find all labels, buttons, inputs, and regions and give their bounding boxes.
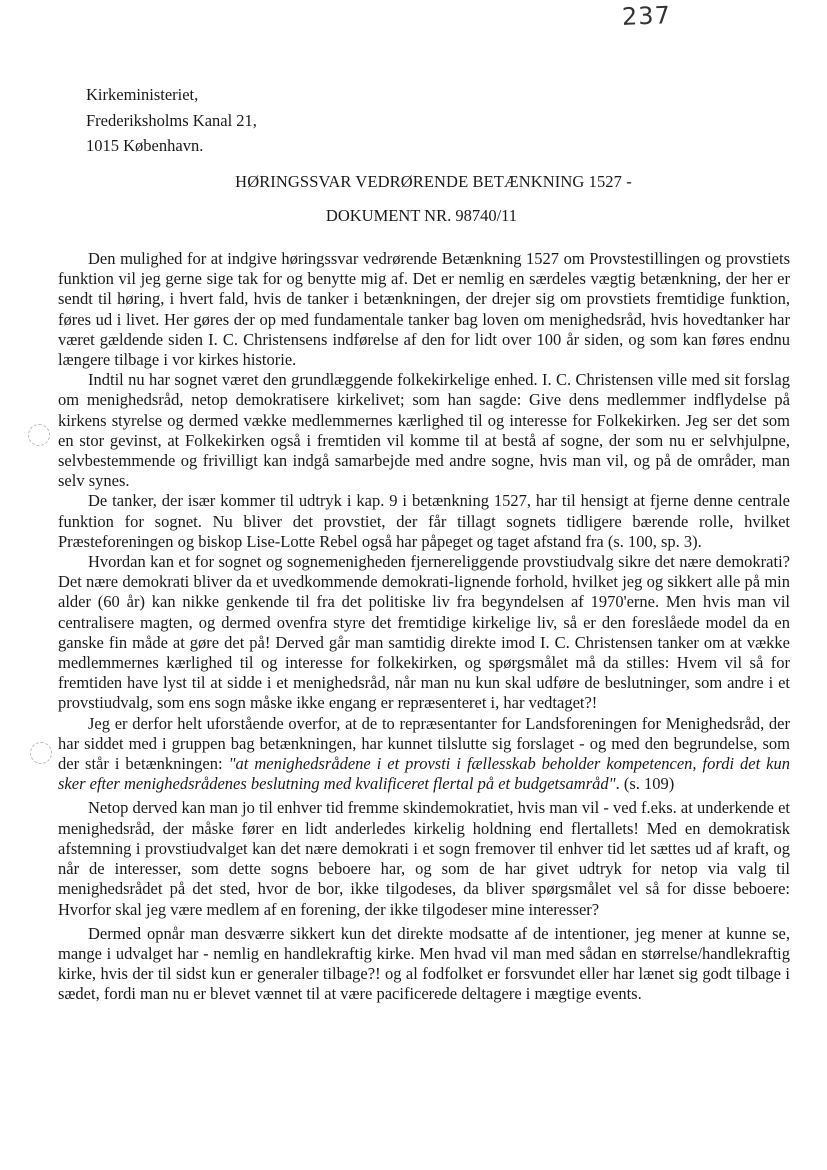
document-number: DOKUMENT NR. 98740/11 [325, 206, 518, 225]
paragraph: Indtil nu har sognet været den grundlæggende folkekirkelige enhed. I. C. Christensen ville med sit forslag om menighedsråd, netop demokratisere kirkelivet; som han sagde: Give dens medlemmer indflydelse på kirkens styrelse og dermed vække medlemmernes kærlighed til og interesse for Folkekirken. Jeg ser det som en stor gevinst, at Folkekirken også i fremtiden vil komme til at bestå af sogne, der som nu er selvhjulpne, selvbestemmende og frivilligt kan indgå samarbejde med andre sogne, hvis man vil, og på de områder, man selv synes. [58, 370, 790, 491]
handwritten-page-number: 237 [621, 1, 672, 31]
paragraph [58, 714, 790, 795]
address-line: 1015 København. [86, 136, 204, 155]
paragraph: Den mulighed for at indgive høringssvar vedrørende Betænkning 1527 om Provstestillingen og provstiets funktion vil jeg gerne sige tak for og benytte mig af. Det er nemlig en særdeles vægtig betænkning, der her er sendt til høring, i hvert fald, hvis de tanker i betænkningen, der drejer sig om provstiets fremtidige funktion, føres ud i livet. Her gøres der op med fundamentale tanker bag loven om menighedsråd, hvis hovedtanker har været gældende siden I. C. Christensens indførelse af den for lidt over 100 år siden, og som kan føres endnu længere tilbage i vor kirkes historie. [58, 249, 790, 370]
paragraph: Dermed opnår man desværre sikkert kun det direkte modsatte af de intentioner, jeg mener at kunne se, mange i udvalget har - nemlig en handlekraftig kirke. Men hvad vil man med sådan en størrelse/handlekraftig kirke, hvis der til sidst kun er generaler tilbage?! og al fodfolket er forsvundet eller har lænet sig godt tilbage i sædet, fordi man nu er blevet vænnet til at være pacificerede deltagere i mægtige events. [58, 923, 790, 1004]
address-line: Kirkeministeriet, [86, 85, 199, 104]
punch-hole-mark [28, 424, 50, 446]
address-line: Frederiksholms Kanal 21, [86, 110, 257, 130]
paragraph: Hvordan kan et for sognet og sognemenigheden fjernereliggende provstiudvalg sikre det nære demokrati? Det nære demokrati bliver da et uvedkommende demokrati-lignende forhold, hvilket jeg og sikkert alle på min alder (60 år) kan nikke genkende til fra det politiske liv fra begyndelsen af 1970'erne. Men hvis man vil centralisere magten, og dermed ovenfra styre det fremtidige kirkelige liv, så er den foreslåede model da en ganske fin måde at gøre det på! Derved går man samtidig direkte imod I. C. Christensen tanker om at vække medlemmernes kærlighed til og interesse for folkekirken, og spørgsmålet må da stilles: Hvem vil så for fremtiden have lyst til at sidde i et menighedsråd, når man nu kun skal udføre de beslutninger, som andre i et provstiudvalg, som ens sogn måske ikke engang er repræsenteret i, har vedtaget?! [58, 552, 790, 713]
punch-hole-mark [30, 742, 52, 764]
page-reference: . (s. 109) [615, 774, 675, 794]
quotation: "at menighedsrådene i et provsti i fællesskab beholder kompetencen, fordi det kun sker efter menighedsrådenes beslutning med kvalificeret flertal på et budgetsamråd" [58, 754, 790, 794]
recipient-address [86, 82, 257, 159]
paragraph: De tanker, der især kommer til udtryk i kap. 9 i betænkning 1527, har til hensigt at fjerne denne centrale funktion for sognet. Nu bliver det provstiet, der får tillagt sognets tidligere bærende rolle, hvilket Præsteforeningen og biskop Lise-Lotte Rebel også har påpeget og taget afstand fra (s. 100, sp. 3). [58, 491, 790, 551]
letter-body [58, 249, 790, 1005]
paragraph-text: Jeg er derfor helt uforstående overfor, at de to repræsentanter for Landsforeningen for Menighedsråd, der har siddet med i gruppen bag betænkningen, har kunnet tilslutte sig forslaget - og med den begrundelse, som der står i betænkningen: [58, 713, 790, 774]
paragraph: Netop derved kan man jo til enhver tid fremme skindemokratiet, hvis man vil - ved f.eks. at underkende et menighedsråd, der måske fører en lidt anderledes kirkelig holdning end flertallets! Med en demokratisk afstemning i provstiudvalget kan det nære demokrati i et sogn fremover til enhver tid let sættes ud af kraft, og når de interesser, som dette sogns beboere har, og som de har givet udtryk for netop via valg til menighedsrådet på det sted, hvor de bor, ikke tilgodeses, da bliver spørgsmålet vel så for disse beboere: Hvorfor skal jeg være medlem af en forening, der ikke tilgodeser mine interesser? [58, 798, 790, 919]
document-title: HØRINGSSVAR VEDRØRENDE BETÆNKNING 1527 - [235, 172, 632, 191]
